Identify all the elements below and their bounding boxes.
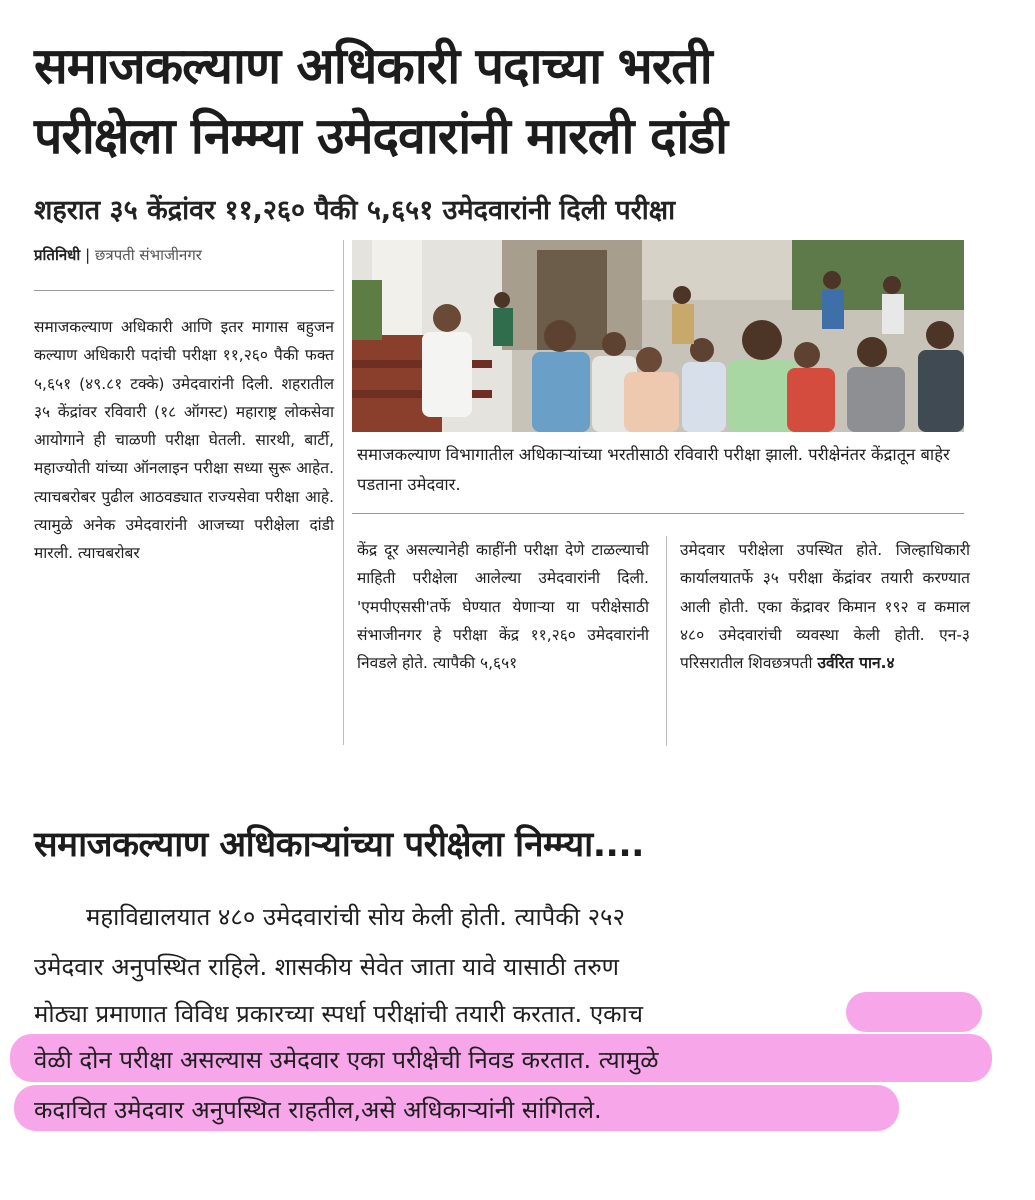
article-column-3: [680, 536, 970, 677]
byline: [34, 245, 202, 265]
column-divider: [343, 240, 344, 745]
byline-location: छत्रपती संभाजीनगर: [94, 246, 202, 264]
headline-line-2: परीक्षेला निम्म्या उमेदवारांनी मारली दांडी: [34, 107, 728, 165]
continued-label: उर्वरित पान.४: [817, 654, 895, 673]
continuation-line-3: [34, 997, 643, 1030]
continuation-line-3-highlight: एकाच: [589, 1000, 643, 1028]
continuation-line-5: कदाचित उमेदवार अनुपस्थित राहतील,असे अधिकाऱ्यांनी सांगितले.: [34, 1096, 602, 1124]
column-3-text: उमेदवार परीक्षेला उपस्थित होते. जिल्हाधिकारी कार्यालयातर्फे ३५ परीक्षा केंद्रांवर तयारी करण्यात आली होती. एका केंद्रावर किमान १९२ व कमाल ४८० उमेदवारांची व्यवस्था केली होती. एन-३ परिसरातील शिवछत्रपती: [680, 541, 970, 673]
byline-rule: [34, 290, 334, 291]
column-divider: [666, 536, 667, 746]
continuation-line-4: वेळी दोन परीक्षा असल्यास उमेदवार एका परीक्षेची निवड करतात. त्यामुळे: [34, 1046, 659, 1074]
subheadline: शहरात ३५ केंद्रांवर ११,२६० पैकी ५,६५१ उमेदवारांनी दिली परीक्षा: [34, 195, 676, 226]
article-column-2: केंद्र दूर असल्यानेही काहींनी परीक्षा देणे टाळल्याची माहिती परीक्षेला आलेल्या उमेदवारांनी दिली. 'एमपीएससी'तर्फे घेण्यात येणाऱ्या या परीक्षेसाठी संभाजीनगर हे परीक्षा केंद्र ११,२६० उमेदवारांनी निवडले होते. त्यापैकी ५,६५१: [357, 541, 649, 673]
photo-caption: समाजकल्याण विभागातील अधिकाऱ्यांच्या भरतीसाठी रविवारी परीक्षा झाली. परीक्षेनंतर केंद्रातून बाहेर पडताना उमेदवार.: [357, 445, 950, 494]
article-column-1: समाजकल्याण अधिकारी आणि इतर मागास बहुजन कल्याण अधिकारी पदांची परीक्षा ११,२६० पैकी फक्त ५,६५१ (४९.८१ टक्के) उमेदवारांनी दिली. शहरातील ३५ केंद्रांवर रविवारी (१८ ऑगस्ट) महाराष्ट्र लोकसेवा आयोगाने ही चाळणी परीक्षा घेतली. सारथी, बार्टी, महाज्योती यांच्या ऑनलाइन परीक्षा सध्या सुरू आहेत. त्याचबरोबर पुढील आठवड्यात राज्यसेवा परीक्षा आहे. त्यामुळे अनेक उमेदवारांनी आजच्या परीक्षेला दांडी मारली. त्याचबरोबर: [34, 318, 334, 563]
highlight-mark: [846, 992, 982, 1032]
continuation-line-1: महाविद्यालयात ४८० उमेदवारांची सोय केली होती. त्यापैकी २५२: [86, 903, 626, 931]
caption-rule: [352, 513, 964, 514]
headline-line-1: समाजकल्याण अधिकारी पदाच्या भरती: [34, 37, 712, 95]
news-photo: [352, 240, 964, 432]
byline-separator: |: [85, 246, 95, 264]
continuation-line-3-text: मोठ्या प्रमाणात विविध प्रकारच्या स्पर्धा परीक्षांची तयारी करतात.: [34, 1000, 583, 1028]
continuation-headline: समाजकल्याण अधिकाऱ्यांच्या परीक्षेला निम्म्या....: [34, 825, 644, 865]
continuation-line-2: उमेदवार अनुपस्थित राहिले. शासकीय सेवेत जाता यावे यासाठी तरुण: [34, 953, 620, 981]
byline-author: प्रतिनिधी: [34, 246, 81, 264]
news-photo-illustration: [352, 240, 964, 432]
